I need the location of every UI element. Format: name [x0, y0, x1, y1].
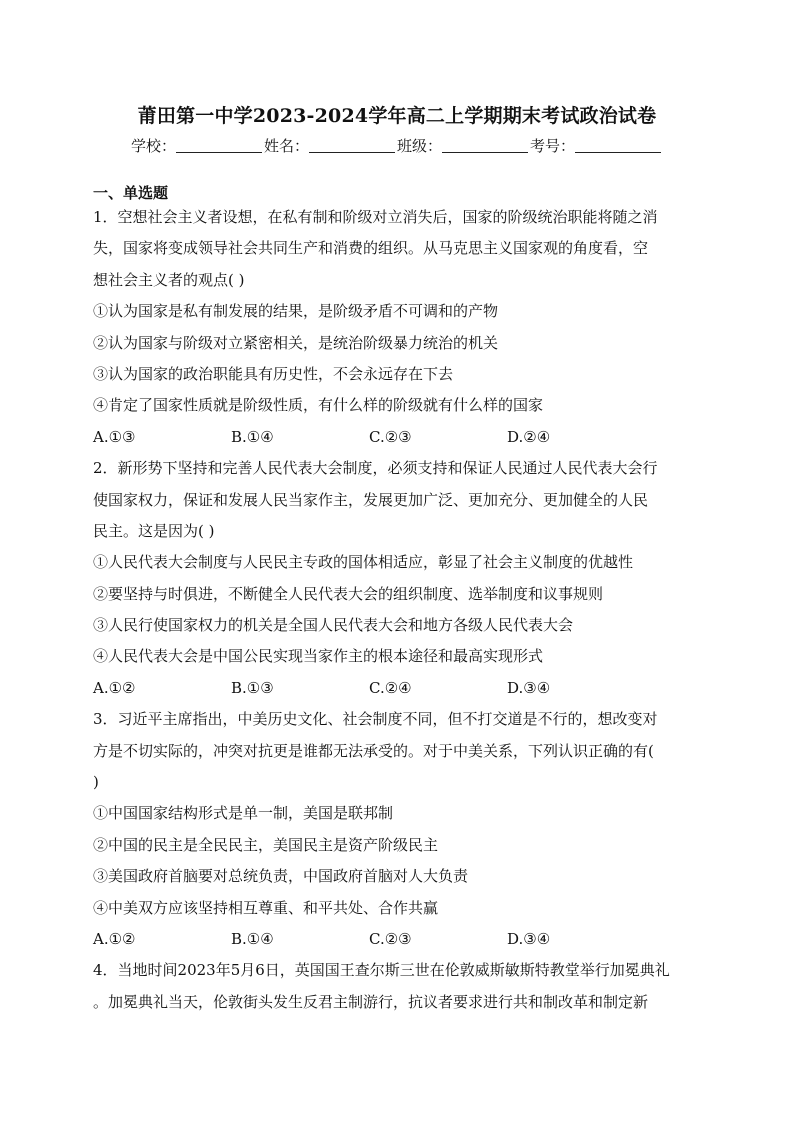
option-d[interactable]: D.③④ — [507, 678, 551, 697]
question-stem-line: 方是不切实际的，冲突对抗更是谁都无法承受的。对于中美关系，下列认识正确的有( — [93, 741, 654, 760]
student-info-line — [0, 136, 794, 156]
question-stem-line: 3．习近平主席指出，中美历史文化、社会制度不同，但不打交道是不行的，想改变对 — [93, 710, 658, 729]
exam-number-label: 考号： — [530, 137, 576, 155]
option-b[interactable]: B.①③ — [231, 678, 274, 697]
option-a[interactable]: A.①③ — [93, 427, 136, 446]
exam-title: 莆田第一中学2023-2024学年高二上学期期末考试政治试卷 — [137, 105, 657, 127]
class-label: 班级： — [397, 137, 443, 155]
school-label: 学校： — [130, 137, 176, 155]
question-2 — [93, 453, 703, 704]
question-stem-line: 使国家权力，保证和发展人民当家作主，发展更加广泛、更加充分、更加健全的人民 — [93, 490, 649, 509]
option-c[interactable]: C.②③ — [369, 427, 412, 446]
question-stem-line: 民主。这是因为( ) — [93, 521, 215, 540]
question-stem-line: 2．新形势下坚持和完善人民代表大会制度，必须支持和保证人民通过人民代表大会行 — [93, 459, 658, 478]
option-d[interactable]: D.③④ — [507, 929, 551, 948]
name-blank[interactable] — [309, 138, 395, 153]
question-4 — [93, 955, 703, 1018]
questions-list — [93, 202, 703, 1018]
option-c[interactable]: C.②③ — [369, 929, 412, 948]
option-b[interactable]: B.①④ — [231, 427, 274, 446]
question-stem-line: 。加冕典礼当天，伦敦街头发生反君主制游行，抗议者要求进行共和制改革和制定新 — [93, 992, 649, 1011]
question-3 — [93, 704, 703, 955]
statement-item: ②要坚持与时俱进，不断健全人民代表大会的组织制度、选举制度和议事规则 — [93, 584, 604, 603]
option-b[interactable]: B.①④ — [231, 929, 274, 948]
statement-item: ④中美双方应该坚持相互尊重、和平共处、合作共赢 — [93, 898, 439, 917]
question-stem-line: 想社会主义者的观点( ) — [93, 270, 245, 289]
question-stem-line: 4．当地时间2023年5月6日，英国国王查尔斯三世在伦敦威斯敏斯特教堂举行加冕典礼 — [93, 961, 670, 980]
statement-item: ①认为国家是私有制发展的结果，是阶级矛盾不可调和的产物 — [93, 302, 499, 321]
option-d[interactable]: D.②④ — [507, 427, 551, 446]
question-stem-line: 失，国家将变成领导社会共同生产和消费的组织。从马克思主义国家观的角度看，空 — [93, 239, 649, 258]
statement-item: ④肯定了国家性质就是阶级性质，有什么样的阶级就有什么样的国家 — [93, 396, 544, 415]
statement-item: ④人民代表大会是中国公民实现当家作主的根本途径和最高实现形式 — [93, 647, 544, 666]
option-c[interactable]: C.②④ — [369, 678, 412, 697]
statement-item: ②中国的民主是全民民主，美国民主是资产阶级民主 — [93, 835, 439, 854]
option-a[interactable]: A.①② — [93, 678, 136, 697]
question-stem-line: ) — [93, 773, 99, 792]
option-a[interactable]: A.①② — [93, 929, 136, 948]
answer-options — [93, 673, 703, 704]
answer-options — [93, 422, 703, 453]
statement-item: ③认为国家的政治职能具有历史性，不会永远存在下去 — [93, 364, 454, 383]
answer-options — [93, 924, 703, 955]
section-heading: 一、单选题 — [93, 184, 169, 202]
statement-item: ③人民行使国家权力的机关是全国人民代表大会和地方各级人民代表大会 — [93, 616, 574, 635]
question-1 — [93, 202, 703, 453]
class-blank[interactable] — [442, 138, 528, 153]
name-label: 姓名： — [263, 137, 309, 155]
question-stem-line: 1．空想社会主义者设想，在私有制和阶级对立消失后，国家的阶级统治职能将随之消 — [93, 208, 658, 226]
statement-item: ①人民代表大会制度与人民民主专政的国体相适应，彰显了社会主义制度的优越性 — [93, 553, 634, 572]
exam-number-blank[interactable] — [575, 138, 661, 153]
statement-item: ③美国政府首脑要对总统负责，中国政府首脑对人大负责 — [93, 867, 469, 886]
statement-item: ②认为国家与阶级对立紧密相关，是统治阶级暴力统治的机关 — [93, 333, 499, 352]
school-blank[interactable] — [176, 138, 262, 153]
statement-item: ①中国国家结构形式是单一制，美国是联邦制 — [93, 804, 394, 823]
